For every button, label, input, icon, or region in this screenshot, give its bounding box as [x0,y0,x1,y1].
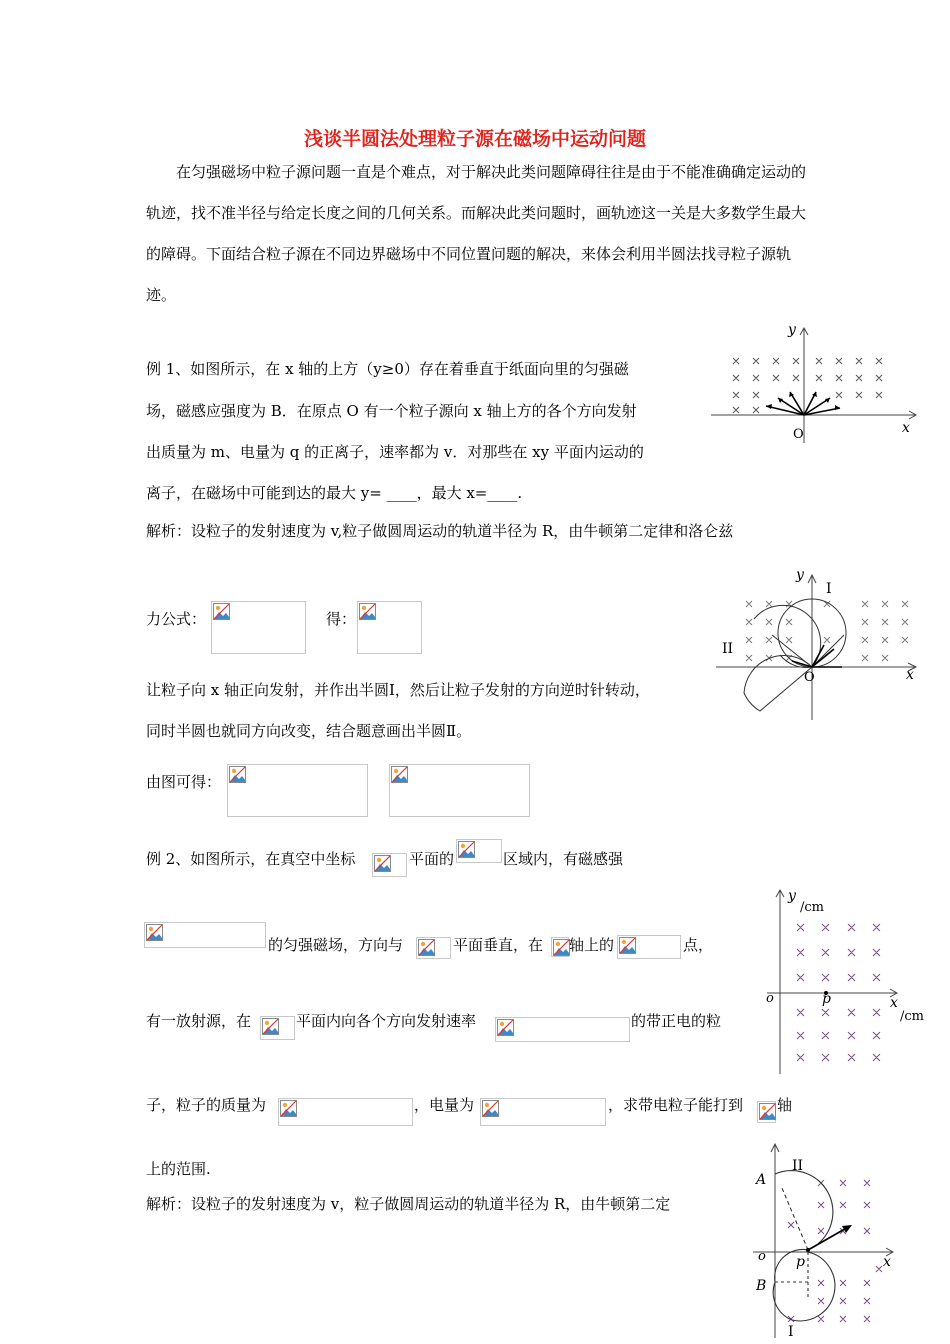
fig4-semicircle-2-label: II [792,1158,804,1174]
formula-image-placeholder [495,1017,630,1042]
ex1-line-2: 场，磁感应强度为 B．在原点 O 有一个粒子源向 x 轴上方的各个方向发射 [146,402,637,420]
fig3-x-unit: /cm [900,1009,924,1024]
ex2-line-a2: 平面的 [409,850,455,868]
fig3-p-label: p [822,991,831,1007]
broken-image-icon [418,939,435,956]
ex2-line-b2: 平面垂直，在 [453,936,544,954]
fig2-y-label: y [796,567,804,583]
ex1-line-4: 离子，在磁场中可能到达的最大 y= ____，最大 x=____. [146,484,523,502]
broken-image-icon [213,603,230,620]
ex1-force-label: 力公式： [146,610,207,628]
broken-image-icon [553,939,570,956]
formula-image-placeholder [617,935,681,959]
fig2-origin-label: O [804,670,815,685]
fig3-origin-label: o [766,991,774,1006]
ex2-line-b4: 点， [683,936,714,954]
ex2-line-e1: 上的范围. [146,1160,211,1178]
ex1-from-fig: 由图可得： [146,773,222,791]
formula-image-placeholder [416,937,451,959]
formula-image-placeholder [757,1101,776,1123]
ex1-line-3: 出质量为 m、电量为 q 的正离子，速率都为 v．对那些在 xy 平面内运动的 [146,443,644,461]
broken-image-icon [619,937,636,954]
fig4-p-label: p [796,1254,805,1270]
formula-image-placeholder [278,1098,413,1126]
broken-image-icon [229,766,246,783]
figure-2-semicircle-trajectories [716,565,920,725]
fig3-y-label: y [788,888,796,904]
broken-image-icon [497,1019,514,1036]
fig4-semicircle-1-label: I [788,1324,794,1340]
fig1-y-label: y [788,322,796,338]
broken-image-icon [458,841,475,858]
broken-image-icon [146,924,163,941]
fig2-x-label: x [906,667,914,683]
broken-image-icon [374,855,391,872]
broken-image-icon [280,1100,297,1117]
formula-image-placeholder [260,1016,295,1040]
broken-image-icon [359,603,376,620]
formula-image-placeholder [357,601,422,654]
formula-image-placeholder [144,922,266,948]
ex2-line-d2: ，电量为 [414,1096,475,1114]
ex2-line-b1: 的匀强磁场，方向与 [268,936,404,954]
ex2-line-a3: 区域内，有磁感强 [503,850,624,868]
broken-image-icon [391,766,408,783]
fig2-semicircle-1-label: I [826,581,832,597]
formula-image-placeholder [372,853,407,877]
formula-image-placeholder [480,1098,606,1126]
ex1-analysis: 解析：设粒子的发射速度为 v,粒子做圆周运动的轨道半径为 R，由牛顿第二定律和洛仑兹 [146,522,734,540]
fig4-origin-label: o [758,1249,766,1264]
ex1-step-2: 同时半圆也就同方向改变，结合题意画出半圆Ⅱ。 [146,722,472,740]
ex1-de-label: 得： [326,610,357,628]
ex2-line-c3: 的带正电的粒 [631,1012,722,1030]
fig1-x-label: x [902,420,910,436]
ex2-line-d4: 轴 [777,1096,793,1114]
broken-image-icon [759,1103,776,1120]
formula-image-placeholder [456,839,502,863]
ex1-step-1: 让粒子向 x 轴正向发射，并作出半圆Ⅰ，然后让粒子发射的方向逆时针转动， [146,681,650,699]
figure-3-magnetic-field-cm [762,882,932,1082]
fig4-x-label: x [883,1254,891,1270]
fig3-x-label: x [890,995,898,1011]
ex2-line-d3: ，求带电粒子能打到 [608,1096,744,1114]
fig2-semicircle-2-label: II [722,641,734,657]
ex2-line-c1: 有一放射源，在 [146,1012,252,1030]
formula-image-placeholder [389,764,530,817]
ex2-line-c2: 平面内向各个方向发射速率 [296,1012,477,1030]
formula-image-placeholder [211,601,306,654]
ex1-line-1: 例 1、如图所示，在 x 轴的上方（y≥0）存在着垂直于纸面向里的匀强磁 [146,360,629,378]
figure-1-magnetic-field [706,318,928,448]
broken-image-icon [262,1018,279,1035]
ex2-line-b3: 轴上的 [569,936,615,954]
ex2-analysis: 解析：设粒子的发射速度为 v，粒子做圆周运动的轨道半径为 R，由牛顿第二定 [146,1195,671,1213]
ex2-line-d1: 子，粒子的质量为 [146,1096,267,1114]
ex2-line-a1: 例 2、如图所示，在真空中坐标 [146,850,356,868]
intro-paragraph: 在匀强磁场中粒子源问题一直是个难点，对于解决此类问题障碍往往是由于不能准确确定运动的轨迹，找不准半径与给定长度之间的几何关系。而解决此类问题时，画轨迹这一关是大多数学生最大的障碍。下面结合粒子源在不同边界磁场中不同位置问题的解决，来体会利用半圆法找寻粒子源轨迹。 [146,163,807,304]
formula-image-placeholder [551,937,569,957]
fig4-a-label: A [756,1172,767,1188]
broken-image-icon [482,1100,499,1117]
fig3-y-unit: /cm [800,900,824,915]
formula-image-placeholder [227,764,368,817]
fig4-b-label: B [756,1278,767,1294]
fig1-origin-label: O [793,427,804,442]
figure-4-trajectory-range [748,1140,918,1340]
page-title: 浅谈半圆法处理粒子源在磁场中运动问题 [303,128,646,150]
